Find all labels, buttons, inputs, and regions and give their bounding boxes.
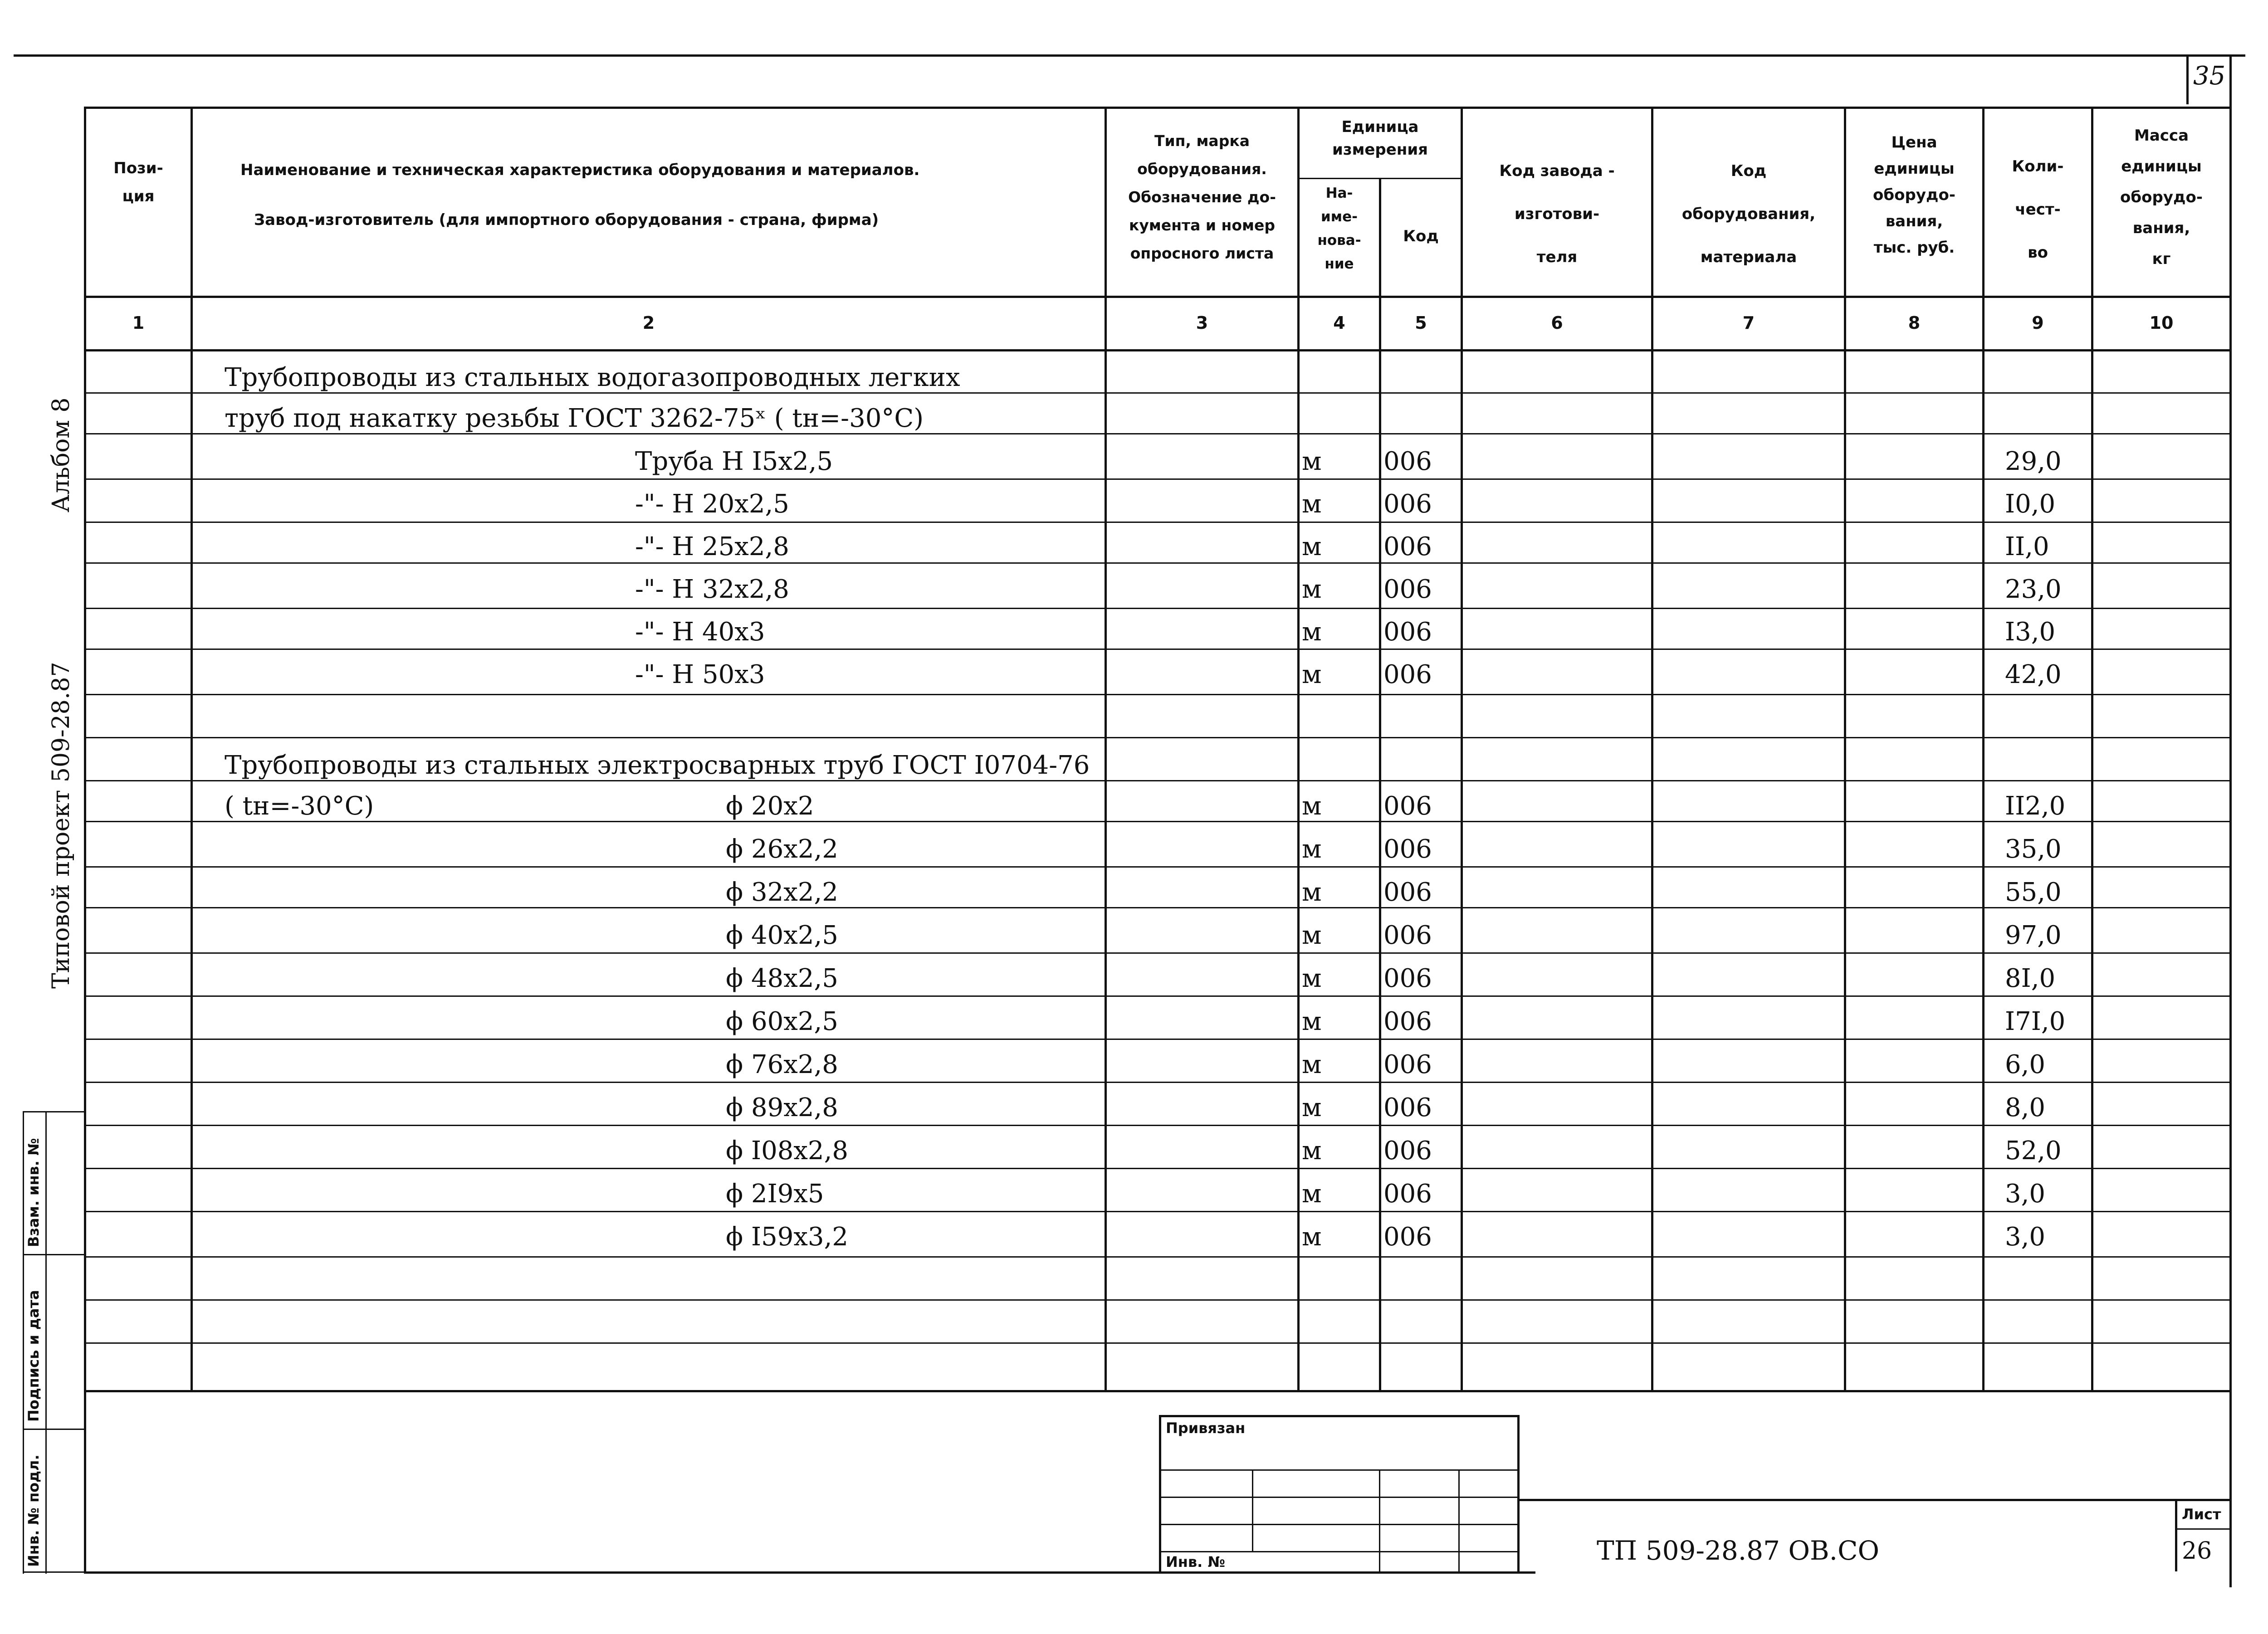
section1-item-unit: м [1302, 617, 1322, 647]
sheet-number: 26 [2182, 1537, 2212, 1565]
section2-item-quantity: 52,0 [2005, 1136, 2062, 1166]
section2-item-unit: м [1302, 1007, 1322, 1036]
row-line [86, 1168, 2232, 1169]
footer-row-3 [1159, 1524, 1520, 1525]
section2-item-quantity: 6,0 [2005, 1050, 2046, 1079]
section1-item-quantity: 42,0 [2005, 660, 2062, 689]
section2-item-quantity: 8,0 [2005, 1093, 2046, 1122]
section1-item-quantity: 23,0 [2005, 575, 2062, 604]
section2-item-unit: м [1302, 1179, 1322, 1209]
section1-item-unit: м [1302, 660, 1322, 689]
section1-item-code: 006 [1383, 575, 1432, 604]
row-line [86, 1039, 2232, 1040]
col-number-9: 9 [2032, 313, 2044, 333]
footer-title-top [1517, 1499, 2232, 1501]
section2-item-name: ϕ 20x2 [726, 791, 814, 821]
header-type: Тип, марка оборудования. Обозначение до- кумента и номер опросного листа [1128, 132, 1276, 262]
row-line [86, 1342, 2232, 1344]
footer-inv-no: Инв. № [1166, 1553, 1225, 1571]
footer-box-top [1159, 1415, 1520, 1417]
section2-item-quantity: 97,0 [2005, 921, 2062, 950]
col-number-2: 2 [642, 313, 655, 333]
row-line [86, 780, 2232, 781]
section1-title-line1: Трубопроводы из стальных водогазопроводных легких [225, 363, 960, 392]
section2-item-unit: м [1302, 1093, 1322, 1122]
footer-box-left [1159, 1415, 1161, 1574]
col-sep-4 [1379, 178, 1381, 1390]
section2-item-unit: м [1302, 964, 1322, 993]
section2-item-name: ϕ 48x2,5 [726, 964, 838, 993]
section2-item-unit: м [1302, 1222, 1322, 1252]
side-album-label: Альбом 8 [48, 397, 75, 512]
row-line [86, 952, 2232, 954]
section2-item-unit: м [1302, 791, 1322, 821]
section1-item-code: 006 [1383, 617, 1432, 647]
header-name-line1: Наименование и техническая характеристика оборудования и материалов. [240, 161, 920, 179]
section2-item-quantity: 55,0 [2005, 878, 2062, 907]
stamp-col-mid [45, 1111, 47, 1574]
row-line [86, 433, 2232, 434]
section2-item-unit: м [1302, 1050, 1322, 1079]
numbers-divider [84, 349, 2232, 351]
section2-item-unit: м [1302, 834, 1322, 864]
section1-item-quantity: II,0 [2005, 532, 2049, 561]
col-sep-3 [1297, 107, 1300, 1390]
section2-item-code: 006 [1383, 1136, 1432, 1166]
stamp-podpis-data: Подпись и дата [25, 1290, 42, 1422]
section2-item-name: ϕ I08x2,8 [726, 1136, 848, 1166]
col-number-7: 7 [1742, 313, 1755, 333]
footer-row-4 [1159, 1551, 1520, 1552]
section2-item-name: ϕ 40x2,5 [726, 921, 838, 950]
page-number-box-left [2186, 54, 2189, 104]
sheet-box-left [2175, 1499, 2177, 1571]
section2-item-code: 006 [1383, 1222, 1432, 1252]
row-line [86, 392, 2232, 394]
section1-item-unit: м [1302, 447, 1322, 476]
section1-item-name: -"- Н 20x2,5 [635, 489, 789, 519]
footer-privyazan: Привязан [1166, 1419, 1246, 1437]
section1-item-quantity: I0,0 [2005, 489, 2056, 519]
section2-item-code: 006 [1383, 1007, 1432, 1036]
stamp-bottom [23, 1571, 84, 1573]
col-number-1: 1 [132, 313, 145, 333]
section1-item-unit: м [1302, 575, 1322, 604]
header-price: Цена единицы оборудо- вания, тыс. руб. [1873, 133, 1955, 257]
section1-item-name: Труба Н I5x2,5 [635, 447, 833, 476]
row-line [86, 478, 2232, 480]
header-divider [84, 296, 2232, 298]
row-line [86, 1299, 2232, 1301]
row-line [86, 907, 2232, 908]
col-number-6: 6 [1551, 313, 1563, 333]
section2-item-code: 006 [1383, 964, 1432, 993]
stamp-inv-podl: Инв. № подл. [25, 1454, 42, 1567]
col-sep-1 [191, 107, 193, 1390]
footer-col-3 [1458, 1469, 1460, 1574]
top-rule [14, 54, 2245, 57]
row-line [86, 1125, 2232, 1126]
section2-item-quantity: 35,0 [2005, 834, 2062, 864]
header-name-line2: Завод-изготовитель (для импортного оборудования - страна, фирма) [254, 211, 879, 229]
stamp-col-left [23, 1111, 24, 1574]
section1-item-quantity: 29,0 [2005, 447, 2062, 476]
sheet-box-divider [2175, 1528, 2232, 1530]
row-line [86, 522, 2232, 523]
section2-item-quantity: 3,0 [2005, 1222, 2046, 1252]
col-sep-2 [1105, 107, 1107, 1390]
row-line [86, 866, 2232, 868]
footer-box-right [1517, 1415, 1520, 1574]
section2-item-quantity: 8I,0 [2005, 964, 2056, 993]
footer-col-1 [1252, 1469, 1253, 1551]
page-bottom-border [84, 1571, 1535, 1574]
footer-doc-code: ТП 509-28.87 ОВ.СО [1597, 1535, 1880, 1566]
header-quantity: Коли- чест- во [2012, 157, 2064, 262]
header-unit-code: Код [1403, 227, 1439, 245]
section2-item-unit: м [1302, 878, 1322, 907]
header-unit: Единица измерения [1332, 118, 1428, 159]
row-line [86, 1211, 2232, 1212]
col-number-10: 10 [2149, 313, 2174, 333]
section2-item-code: 006 [1383, 1050, 1432, 1079]
section2-item-name: ϕ 89x2,8 [726, 1093, 838, 1122]
section2-item-code: 006 [1383, 921, 1432, 950]
col-number-3: 3 [1196, 313, 1208, 333]
section1-item-code: 006 [1383, 660, 1432, 689]
row-line [86, 737, 2232, 738]
section1-item-name: -"- Н 50x3 [635, 660, 765, 689]
section2-item-name: ϕ 2I9x5 [726, 1179, 824, 1209]
row-line [86, 821, 2232, 822]
stamp-div-1 [23, 1254, 84, 1255]
section2-item-quantity: I7I,0 [2005, 1007, 2066, 1036]
row-line [86, 1256, 2232, 1258]
row-line [86, 1082, 2232, 1083]
section1-item-code: 006 [1383, 532, 1432, 561]
table-bottom-border [84, 1390, 2232, 1392]
footer-row-1 [1159, 1469, 1520, 1471]
footer-row-2 [1159, 1497, 1520, 1498]
col-number-8: 8 [1908, 313, 1921, 333]
section1-item-name: -"- Н 32x2,8 [635, 575, 789, 604]
col-number-5: 5 [1415, 313, 1427, 333]
table-top-border [84, 107, 2232, 109]
footer-col-2 [1379, 1469, 1380, 1574]
section2-item-name: ϕ I59x3,2 [726, 1222, 848, 1252]
section2-item-code: 006 [1383, 1093, 1432, 1122]
col-sep-8 [1982, 107, 1984, 1390]
section2-item-quantity: II2,0 [2005, 791, 2066, 821]
col-number-4: 4 [1333, 313, 1345, 333]
header-unit-name: На- име- нова- ние [1317, 185, 1361, 272]
section1-item-code: 006 [1383, 447, 1432, 476]
section2-item-name: ϕ 60x2,5 [726, 1007, 838, 1036]
section2-title-line2: ( tн=-30°C) [225, 791, 374, 821]
section2-item-code: 006 [1383, 834, 1432, 864]
section2-item-name: ϕ 26x2,2 [726, 834, 838, 864]
section1-item-unit: м [1302, 532, 1322, 561]
section1-item-unit: м [1302, 489, 1322, 519]
section2-item-code: 006 [1383, 1179, 1432, 1209]
section2-item-quantity: 3,0 [2005, 1179, 2046, 1209]
side-project-label: Типовой проект 509-28.87 [48, 662, 75, 989]
section2-item-name: ϕ 76x2,8 [726, 1050, 838, 1079]
section2-item-name: ϕ 32x2,2 [726, 878, 838, 907]
section2-item-code: 006 [1383, 878, 1432, 907]
header-material-code: Код оборудования, материала [1681, 162, 1816, 266]
row-line [86, 562, 2232, 564]
row-line [86, 608, 2232, 609]
section1-item-code: 006 [1383, 489, 1432, 519]
header-maker-code: Код завода - изготови- теля [1499, 162, 1615, 266]
col-sep-6 [1651, 107, 1653, 1390]
sheet-label: Лист [2182, 1506, 2221, 1523]
section2-item-unit: м [1302, 1136, 1322, 1166]
page-number: 35 [2193, 61, 2226, 91]
stamp-div-2 [23, 1429, 84, 1430]
stamp-vzam-inv: Взам. инв. № [25, 1138, 42, 1247]
section2-item-code: 006 [1383, 791, 1432, 821]
section1-title-line2: труб под накатку резьбы ГОСТ 3262-75ˣ ( tн=-30°C) [225, 404, 924, 433]
header-position: Пози- ция [113, 159, 163, 205]
header-mass: Масса единицы оборудо- вания, кг [2120, 127, 2203, 268]
stamp-top [23, 1111, 84, 1112]
row-line [86, 995, 2232, 997]
col-sep-5 [1461, 107, 1463, 1390]
section1-item-quantity: I3,0 [2005, 617, 2056, 647]
section1-item-name: -"- Н 25x2,8 [635, 532, 789, 561]
row-line [86, 649, 2232, 650]
row-line [86, 694, 2232, 695]
section2-title-line1: Трубопроводы из стальных электросварных труб ГОСТ I0704-76 [225, 751, 1090, 780]
col-sep-7 [1844, 107, 1846, 1390]
section1-item-name: -"- Н 40x3 [635, 617, 765, 647]
section2-item-unit: м [1302, 921, 1322, 950]
col-sep-9 [2091, 107, 2093, 1390]
